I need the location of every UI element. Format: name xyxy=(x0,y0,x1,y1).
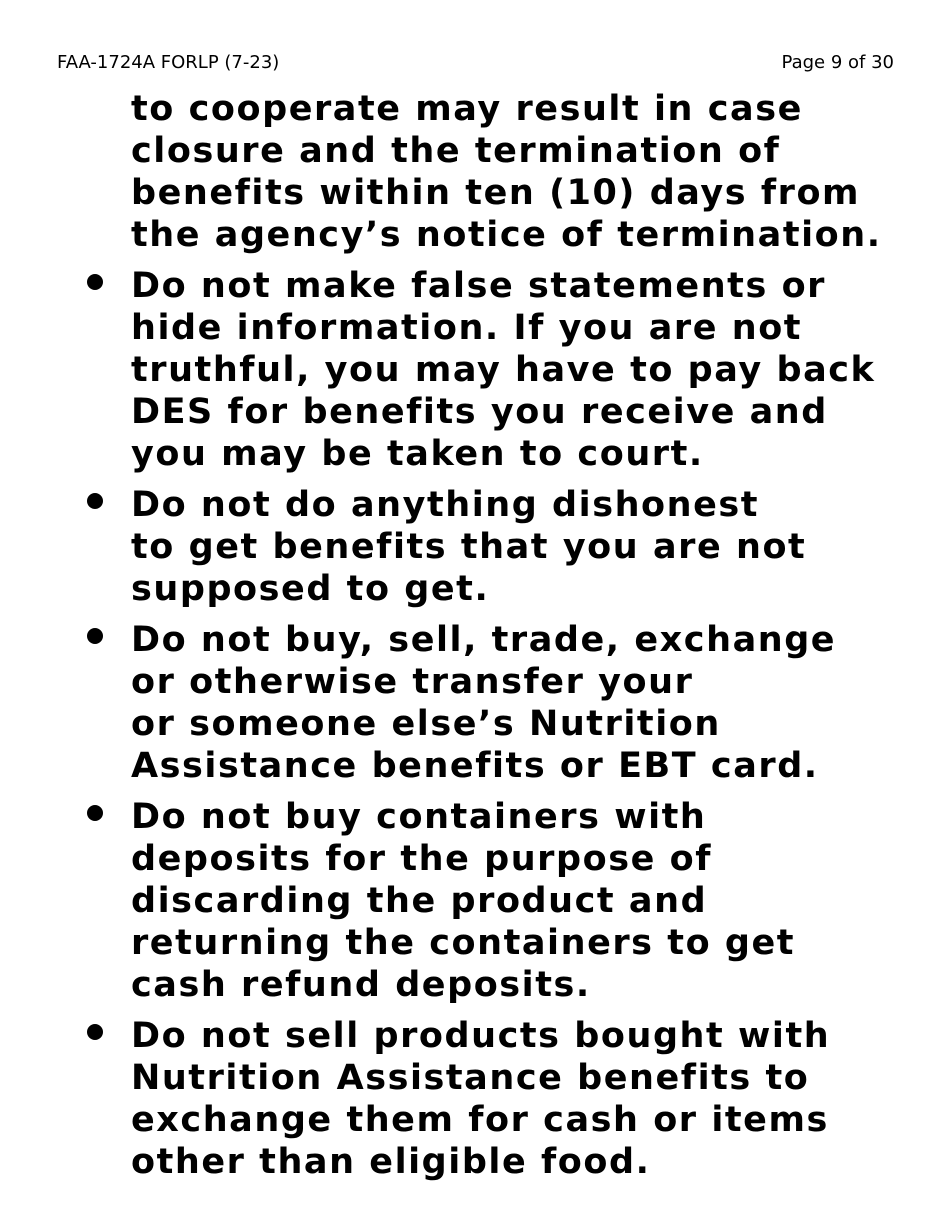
list-item xyxy=(131,619,921,787)
list-item-text: Do not make false statements or hide information. If you are not truthful, you may have to pay back DES for benefits you receive and you may be taken to court. xyxy=(131,266,876,474)
page-header xyxy=(57,52,894,74)
list-item xyxy=(131,484,921,610)
page-number: Page 9 of 30 xyxy=(781,52,894,73)
list-item-text: Do not buy, sell, trade, exchange or otherwise transfer your or someone else’s Nutrition Assistance benefits or EBT card. xyxy=(131,620,837,786)
bullet-icon xyxy=(87,805,103,821)
document-body xyxy=(0,88,950,1192)
bullet-icon xyxy=(87,628,103,644)
bullet-icon xyxy=(87,1024,103,1040)
bullet-icon xyxy=(87,274,103,290)
rules-list xyxy=(0,265,950,1183)
continued-paragraph: to cooperate may result in case closure and the termination of benefits within ten (10) days from the agency’s notice of termination. xyxy=(131,89,882,255)
form-id: FAA-1724A FORLP (7-23) xyxy=(57,52,280,73)
list-item-text: Do not sell products bought with Nutrition Assistance benefits to exchange them for cash or items other than eligible food. xyxy=(131,1016,831,1182)
list-item xyxy=(131,796,921,1006)
bullet-icon xyxy=(87,493,103,509)
list-item xyxy=(131,1015,921,1183)
list-item xyxy=(131,265,921,475)
list-item-text: Do not do anything dishonest to get benefits that you are not supposed to get. xyxy=(131,485,807,609)
list-item-text: Do not buy containers with deposits for the purpose of discarding the product and returning the containers to get cash refund deposits. xyxy=(131,797,796,1005)
